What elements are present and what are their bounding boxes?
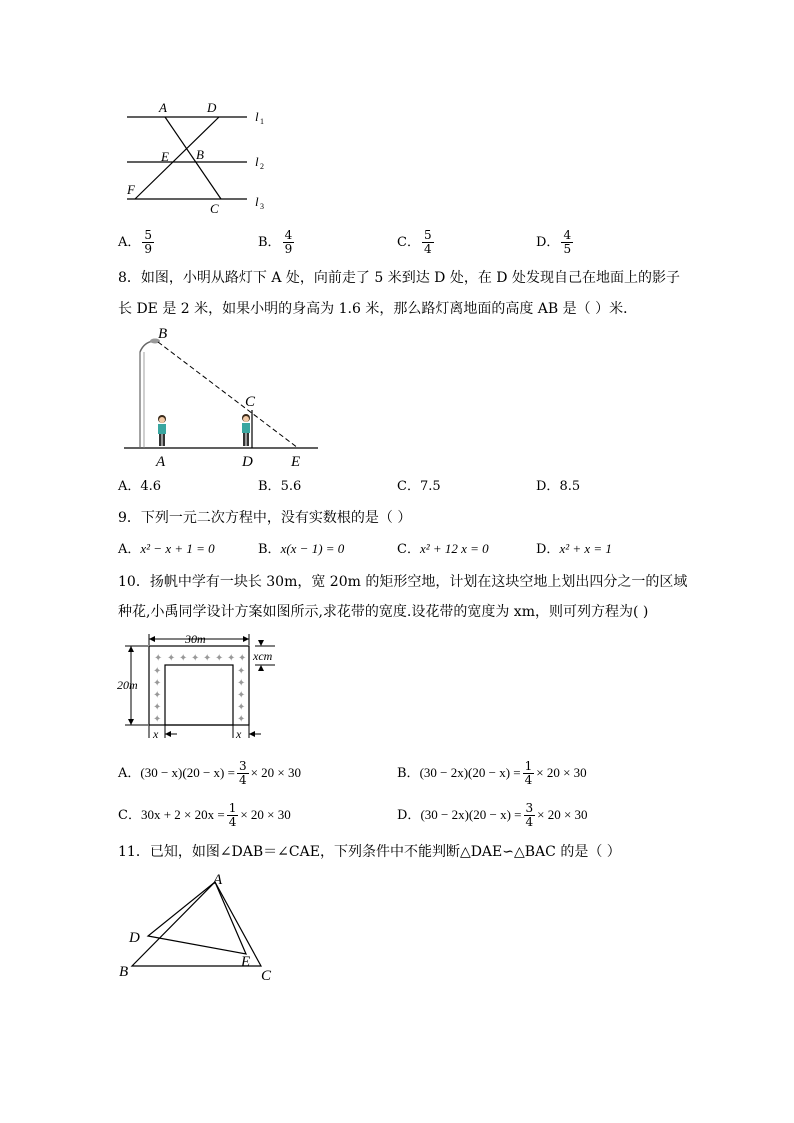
q11-figure [115,870,285,990]
segment-df [135,117,219,199]
label-l2: l [255,154,259,169]
q9-option-c: C．x² + 12 x = 0 [397,541,489,557]
fraction: $\frac{3}{4}$ [525,801,534,829]
label-l1: l [255,109,259,124]
arrow-down [128,719,134,725]
fraction: $\frac{5}{4}$ [423,228,432,256]
segment-ac [165,117,221,199]
label-D: D [207,100,217,115]
svg-text:✦: ✦ [227,653,236,664]
light-ray [158,342,298,448]
label-xcm: xcm [253,649,273,663]
q8-option-b: B．5.6 [258,479,302,494]
q7-option-a: A． $\frac{5}{9}$ [118,228,153,256]
q8-option-d: D．8.5 [536,479,581,494]
label-l1-sub: 1 [260,117,264,126]
q10-figure [115,628,290,743]
xcm-arrow-down [258,640,264,646]
triangle-ade [148,882,246,954]
q7-option-c: C． $\frac{5}{4}$ [397,228,432,256]
svg-text:✦: ✦ [238,653,247,664]
q10-option-b: B．(30 − 2x)(20 − x) = $\frac{1}{4}$ × 20 × 30 [397,759,587,787]
arrow-right [243,636,249,642]
q8-figure [118,322,328,472]
label-D: D [242,454,253,470]
q7-option-b: B． $\frac{4}{9}$ [258,228,293,256]
fraction: $\frac{4}{9}$ [284,228,293,256]
q10-stem-line2: 种花,小禹同学设计方案如图所示,求花带的宽度.设花带的宽度为 xm，则可列方程为( ) [118,604,649,620]
label-B: B [119,964,129,980]
label-E: E [291,454,301,470]
svg-text:✦: ✦ [179,653,188,664]
flower-markers [153,653,246,725]
label-A: A [159,100,167,115]
svg-text:✦: ✦ [153,702,162,713]
q8-option-a: A．4.6 [118,479,162,494]
svg-text:✦: ✦ [153,714,162,725]
q9-option-d: D．x² + x = 1 [536,541,612,557]
person-at-a [158,415,166,446]
svg-text:✦: ✦ [153,690,162,701]
label-E: E [161,149,169,164]
label-B: B [158,326,168,342]
label-C: C [210,201,219,216]
inner-rectangle [165,665,233,725]
q8-stem-line2: 长 DE 是 2 米，如果小明的身高为 1.6 米，那么路灯离地面的高度 AB 是（ ）米． [118,301,638,317]
fraction: $\frac{3}{4}$ [238,759,247,787]
q10-stem-line1: 10．扬帆中学有一块长 30m，宽 20m 的矩形空地，计划在这块空地上划出四分之一的区域 [118,574,688,590]
svg-text:✦: ✦ [237,678,246,689]
svg-text:✦: ✦ [237,714,246,725]
q9-stem: 9．下列一元二次方程中，没有实数根的是（ ） [118,510,412,526]
label-20m: 20m [117,678,138,692]
label-C: C [261,968,272,984]
person-at-d [242,414,250,446]
label-A: A [213,872,223,888]
arrow-left [149,636,155,642]
label-l3: l [255,194,259,209]
svg-text:✦: ✦ [154,653,163,664]
svg-text:✦: ✦ [153,666,162,677]
label-l3-sub: 3 [260,202,264,211]
label-F: F [127,182,135,197]
label-E: E [241,954,251,970]
svg-text:✦: ✦ [153,678,162,689]
label-l2-sub: 2 [260,162,264,171]
fraction: $\frac{1}{4}$ [228,801,237,829]
svg-text:✦: ✦ [237,666,246,677]
q10-option-a: A．(30 − x)(20 − x) = $\frac{3}{4}$ × 20 × 30 [118,759,302,787]
svg-text:✦: ✦ [191,653,200,664]
q7-option-d: D． $\frac{4}{5}$ [536,228,572,256]
arrow-up [128,646,134,652]
q11-stem: 11．已知，如图∠DAB＝∠CAE，下列条件中不能判断△DAE∽△BAC 的是（ ） [118,844,621,860]
q8-stem-line1: 8．如图，小明从路灯下 A 处，向前走了 5 米到达 D 处，在 D 处发现自己在地面上的影子 [118,270,680,286]
q7-figure [115,95,285,220]
svg-text:✦: ✦ [203,653,212,664]
label-D: D [129,930,140,946]
q8-option-c: C．7.5 [397,479,441,494]
label-B: B [196,147,204,162]
xcm-arrow-up [258,665,264,671]
svg-text:✦: ✦ [237,702,246,713]
fraction: $\frac{1}{4}$ [524,759,533,787]
svg-text:✦: ✦ [215,653,224,664]
q9-option-a: A．x² − x + 1 = 0 [118,541,215,557]
label-C: C [245,394,256,410]
q9-option-b: B．x(x − 1) = 0 [258,541,345,557]
q10-option-c: C．30x + 2 × 20x = $\frac{1}{4}$ × 20 × 30 [118,801,291,829]
label-x1: x [153,727,159,741]
q10-option-d: D．(30 − 2x)(20 − x) = $\frac{3}{4}$ × 20 × 30 [397,801,588,829]
fraction: $\frac{4}{5}$ [563,228,572,256]
label-A: A [156,454,166,470]
svg-text:✦: ✦ [167,653,176,664]
label-x2: x [236,727,242,741]
label-30m: 30m [185,632,206,646]
svg-text:✦: ✦ [237,690,246,701]
fraction: $\frac{5}{9}$ [144,228,153,256]
